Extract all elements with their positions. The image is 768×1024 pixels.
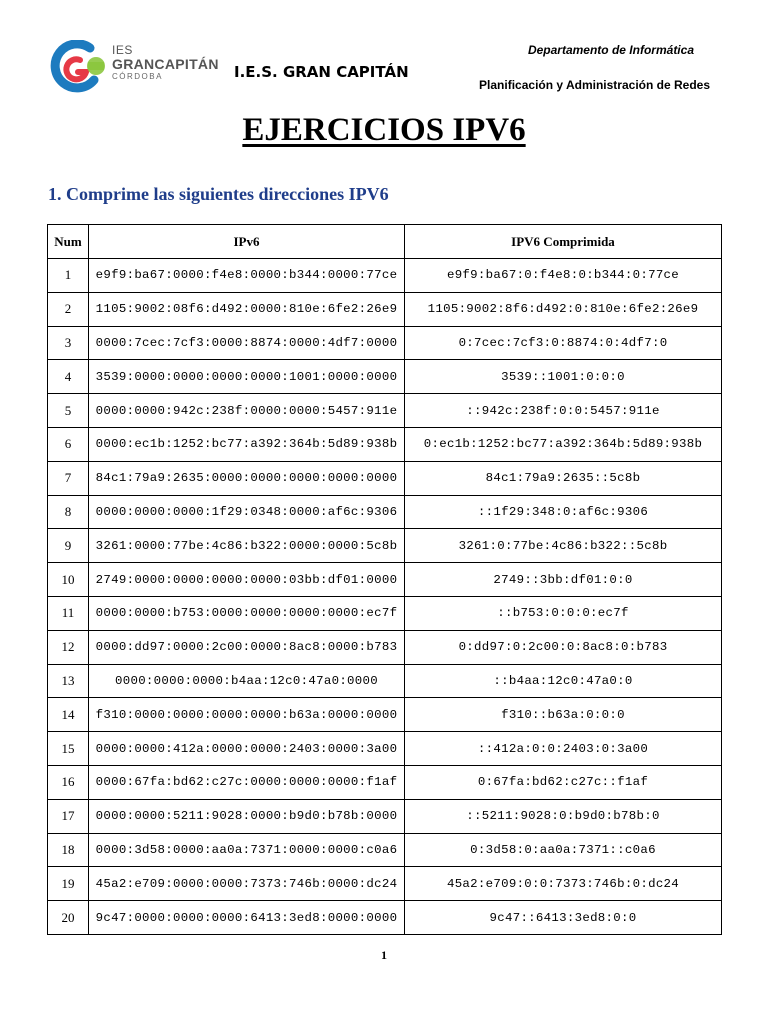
logo-name-part-a: GRAN xyxy=(112,56,155,72)
row-number: 3 xyxy=(48,326,89,360)
logo-city-text: CÓRDOBA xyxy=(112,72,163,81)
ipv6-compressed: 0:ec1b:1252:bc77:a392:364b:5d89:938b xyxy=(405,427,722,461)
table-row xyxy=(48,259,722,293)
table-row xyxy=(48,461,722,495)
row-number: 16 xyxy=(48,765,89,799)
page-number: 1 xyxy=(381,948,387,962)
ipv6-full: 0000:0000:942c:238f:0000:0000:5457:911e xyxy=(89,394,405,428)
ipv6-full: 0000:3d58:0000:aa0a:7371:0000:0000:c0a6 xyxy=(89,833,405,867)
table-row xyxy=(48,664,722,698)
page-title: EJERCICIOS IPV6 xyxy=(242,112,526,148)
ipv6-compressed: 0:dd97:0:2c00:0:8ac8:0:b783 xyxy=(405,630,722,664)
ipv6-full: f310:0000:0000:0000:0000:b63a:0000:0000 xyxy=(89,698,405,732)
ipv6-full: 0000:0000:b753:0000:0000:0000:0000:ec7f xyxy=(89,596,405,630)
row-number: 11 xyxy=(48,596,89,630)
department-name: Departamento de Informática xyxy=(527,43,694,57)
ipv6-table xyxy=(47,224,722,935)
ipv6-compressed: 45a2:e709:0:0:7373:746b:0:dc24 xyxy=(405,867,722,901)
table-row xyxy=(48,901,722,935)
ipv6-compressed: f310::b63a:0:0:0 xyxy=(405,698,722,732)
ipv6-compressed: 9c47::6413:3ed8:0:0 xyxy=(405,901,722,935)
ipv6-full: 0000:0000:5211:9028:0000:b9d0:b78b:0000 xyxy=(89,799,405,833)
school-logo xyxy=(50,40,230,94)
table-row xyxy=(48,630,722,664)
row-number: 15 xyxy=(48,732,89,766)
ipv6-compressed: ::1f29:348:0:af6c:9306 xyxy=(405,495,722,529)
ipv6-compressed: 0:7cec:7cf3:0:8874:0:4df7:0 xyxy=(405,326,722,360)
ipv6-full: 0000:7cec:7cf3:0000:8874:0000:4df7:0000 xyxy=(89,326,405,360)
ipv6-compressed: ::412a:0:0:2403:0:3a00 xyxy=(405,732,722,766)
table-row xyxy=(48,596,722,630)
header-num: Num xyxy=(48,225,89,259)
ipv6-compressed: ::b753:0:0:0:ec7f xyxy=(405,596,722,630)
ipv6-full: 3539:0000:0000:0000:0000:1001:0000:0000 xyxy=(89,360,405,394)
ipv6-full: 9c47:0000:0000:0000:6413:3ed8:0000:0000 xyxy=(89,901,405,935)
ipv6-compressed: 0:3d58:0:aa0a:7371::c0a6 xyxy=(405,833,722,867)
school-name: I.E.S. GRAN CAPITÁN xyxy=(234,63,409,81)
row-number: 1 xyxy=(48,259,89,293)
ipv6-compressed: 1105:9002:8f6:d492:0:810e:6fe2:26e9 xyxy=(405,292,722,326)
row-number: 18 xyxy=(48,833,89,867)
row-number: 19 xyxy=(48,867,89,901)
table-row xyxy=(48,732,722,766)
table-row xyxy=(48,799,722,833)
header-compressed: IPV6 Comprimida xyxy=(405,225,722,259)
row-number: 17 xyxy=(48,799,89,833)
row-number: 8 xyxy=(48,495,89,529)
ipv6-full: 0000:0000:0000:b4aa:12c0:47a0:0000 xyxy=(89,664,405,698)
table-row xyxy=(48,427,722,461)
ipv6-full: 0000:0000:0000:1f29:0348:0000:af6c:9306 xyxy=(89,495,405,529)
ipv6-full: 0000:ec1b:1252:bc77:a392:364b:5d89:938b xyxy=(89,427,405,461)
ipv6-full: 45a2:e709:0000:0000:7373:746b:0000:dc24 xyxy=(89,867,405,901)
ipv6-full: 0000:dd97:0000:2c00:0000:8ac8:0000:b783 xyxy=(89,630,405,664)
row-number: 6 xyxy=(48,427,89,461)
table-row xyxy=(48,495,722,529)
ipv6-compressed: 84c1:79a9:2635::5c8b xyxy=(405,461,722,495)
ipv6-full: 0000:67fa:bd62:c27c:0000:0000:0000:f1af xyxy=(89,765,405,799)
ipv6-compressed: 2749::3bb:df01:0:0 xyxy=(405,563,722,597)
logo-ies-text: IES xyxy=(112,43,133,57)
table-row xyxy=(48,867,722,901)
logo-name-text xyxy=(112,57,219,71)
ipv6-compressed: 0:67fa:bd62:c27c::f1af xyxy=(405,765,722,799)
ipv6-full: e9f9:ba67:0000:f4e8:0000:b344:0000:77ce xyxy=(89,259,405,293)
table-row xyxy=(48,698,722,732)
table-row xyxy=(48,394,722,428)
row-number: 9 xyxy=(48,529,89,563)
row-number: 2 xyxy=(48,292,89,326)
row-number: 7 xyxy=(48,461,89,495)
subject-name: Planificación y Administración de Redes xyxy=(479,78,710,92)
ipv6-compressed: ::b4aa:12c0:47a0:0 xyxy=(405,664,722,698)
table-row xyxy=(48,360,722,394)
row-number: 14 xyxy=(48,698,89,732)
table-row xyxy=(48,765,722,799)
logo-name-part-b: CAPITÁN xyxy=(154,56,219,72)
section-title: 1. Comprime las siguientes direcciones IPV6 xyxy=(48,184,389,204)
ipv6-compressed: 3261:0:77be:4c86:b322::5c8b xyxy=(405,529,722,563)
table-row xyxy=(48,292,722,326)
ipv6-full: 0000:0000:412a:0000:0000:2403:0000:3a00 xyxy=(89,732,405,766)
row-number: 13 xyxy=(48,664,89,698)
header-ipv6: IPv6 xyxy=(89,225,405,259)
ipv6-compressed: ::5211:9028:0:b9d0:b78b:0 xyxy=(405,799,722,833)
ipv6-compressed: 3539::1001:0:0:0 xyxy=(405,360,722,394)
ipv6-full: 1105:9002:08f6:d492:0000:810e:6fe2:26e9 xyxy=(89,292,405,326)
table-header-row xyxy=(48,225,722,259)
ipv6-compressed: e9f9:ba67:0:f4e8:0:b344:0:77ce xyxy=(405,259,722,293)
row-number: 5 xyxy=(48,394,89,428)
ipv6-full: 84c1:79a9:2635:0000:0000:0000:0000:0000 xyxy=(89,461,405,495)
row-number: 20 xyxy=(48,901,89,935)
table-row xyxy=(48,563,722,597)
ipv6-full: 3261:0000:77be:4c86:b322:0000:0000:5c8b xyxy=(89,529,405,563)
table-row xyxy=(48,833,722,867)
school-logo-icon xyxy=(50,40,108,94)
table-row xyxy=(48,326,722,360)
ipv6-full: 2749:0000:0000:0000:0000:03bb:df01:0000 xyxy=(89,563,405,597)
row-number: 12 xyxy=(48,630,89,664)
table-row xyxy=(48,529,722,563)
ipv6-compressed: ::942c:238f:0:0:5457:911e xyxy=(405,394,722,428)
row-number: 10 xyxy=(48,563,89,597)
row-number: 4 xyxy=(48,360,89,394)
